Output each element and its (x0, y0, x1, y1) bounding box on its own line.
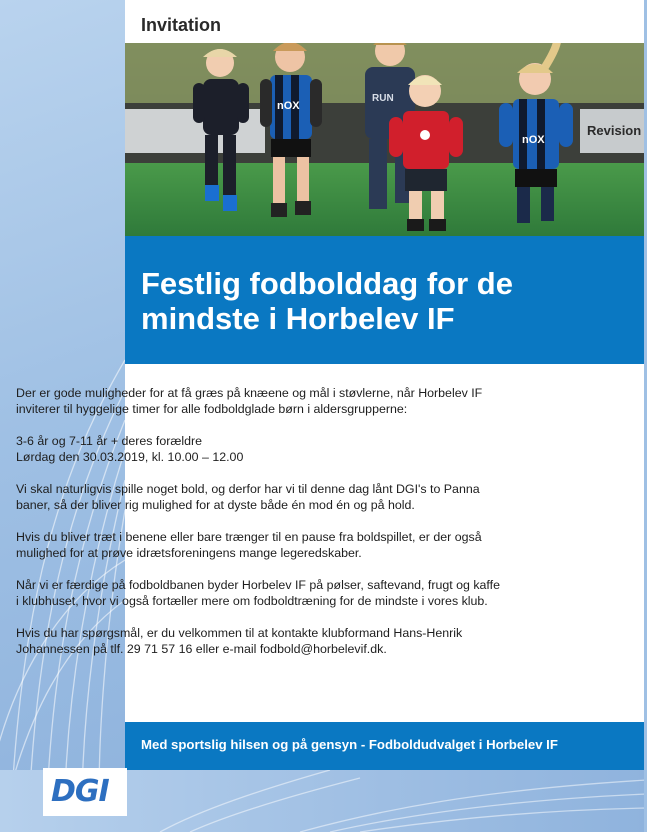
dgi-logo (43, 768, 127, 816)
title-line-2: mindste i Horbelev IF (141, 301, 455, 336)
title-band (125, 236, 644, 364)
shirt-text-left: nOX (277, 100, 300, 112)
age-groups: 3-6 år og 7-11 år + deres forældre (16, 434, 203, 448)
page-title (141, 266, 631, 336)
hero-photo (125, 43, 644, 236)
shirt-text-right: nOX (522, 134, 545, 146)
invitation-label: Invitation (141, 15, 221, 35)
body-paragraph-break: Hvis du bliver træt i benene eller bare trænger til en pause fra boldspillet, er der også mulighed for at prøve idrætsforeningens mange legeredskaber. (16, 530, 482, 560)
event-date-time: Lørdag den 30.03.2019, kl. 10.00 – 12.00 (16, 450, 244, 464)
jacket-text: RUN (372, 93, 394, 104)
kids-football-illustration (125, 43, 644, 236)
body-paragraph-contact: Hvis du har spørgsmål, er du velkommen til at kontakte klubformand Hans-Henrik Johannessen på tlf. 29 71 57 16 eller e-mail fodbold@horbelevif.dk. (16, 626, 463, 656)
body-paragraph-refreshments: Når vi er færdige på fodboldbanen byder Horbelev IF på pølser, saftevand, frugt og kaffe i klubhuset, hvor vi også fortæller mere om fodboldtræning for de mindste i vores klub. (16, 578, 500, 608)
invitation-body (16, 385, 506, 673)
footer-signoff: Med sportslig hilsen og på gensyn - Fodboldudvalget i Horbelev IF (141, 737, 558, 752)
footer-band (125, 722, 644, 770)
body-paragraph-intro: Der er gode muligheder for at få græs på knæene og mål i støvlerne, når Horbelev IF inviterer til hyggelige timer for alle fodboldglade børn i aldersgrupperne: (16, 386, 483, 416)
dgi-logo-text: DGI (51, 774, 109, 809)
banner-text: Revision (587, 123, 642, 138)
body-paragraph-activities: Vi skal naturligvis spille noget bold, og derfor har vi til denne dag lånt DGI's to Panna baner, så der bliver rig mulighed for at dyste både én mod én og på hold. (16, 482, 480, 512)
body-paragraph-details (16, 433, 506, 465)
title-line-1: Festlig fodbolddag for de (141, 266, 513, 301)
header-strip (125, 0, 644, 43)
